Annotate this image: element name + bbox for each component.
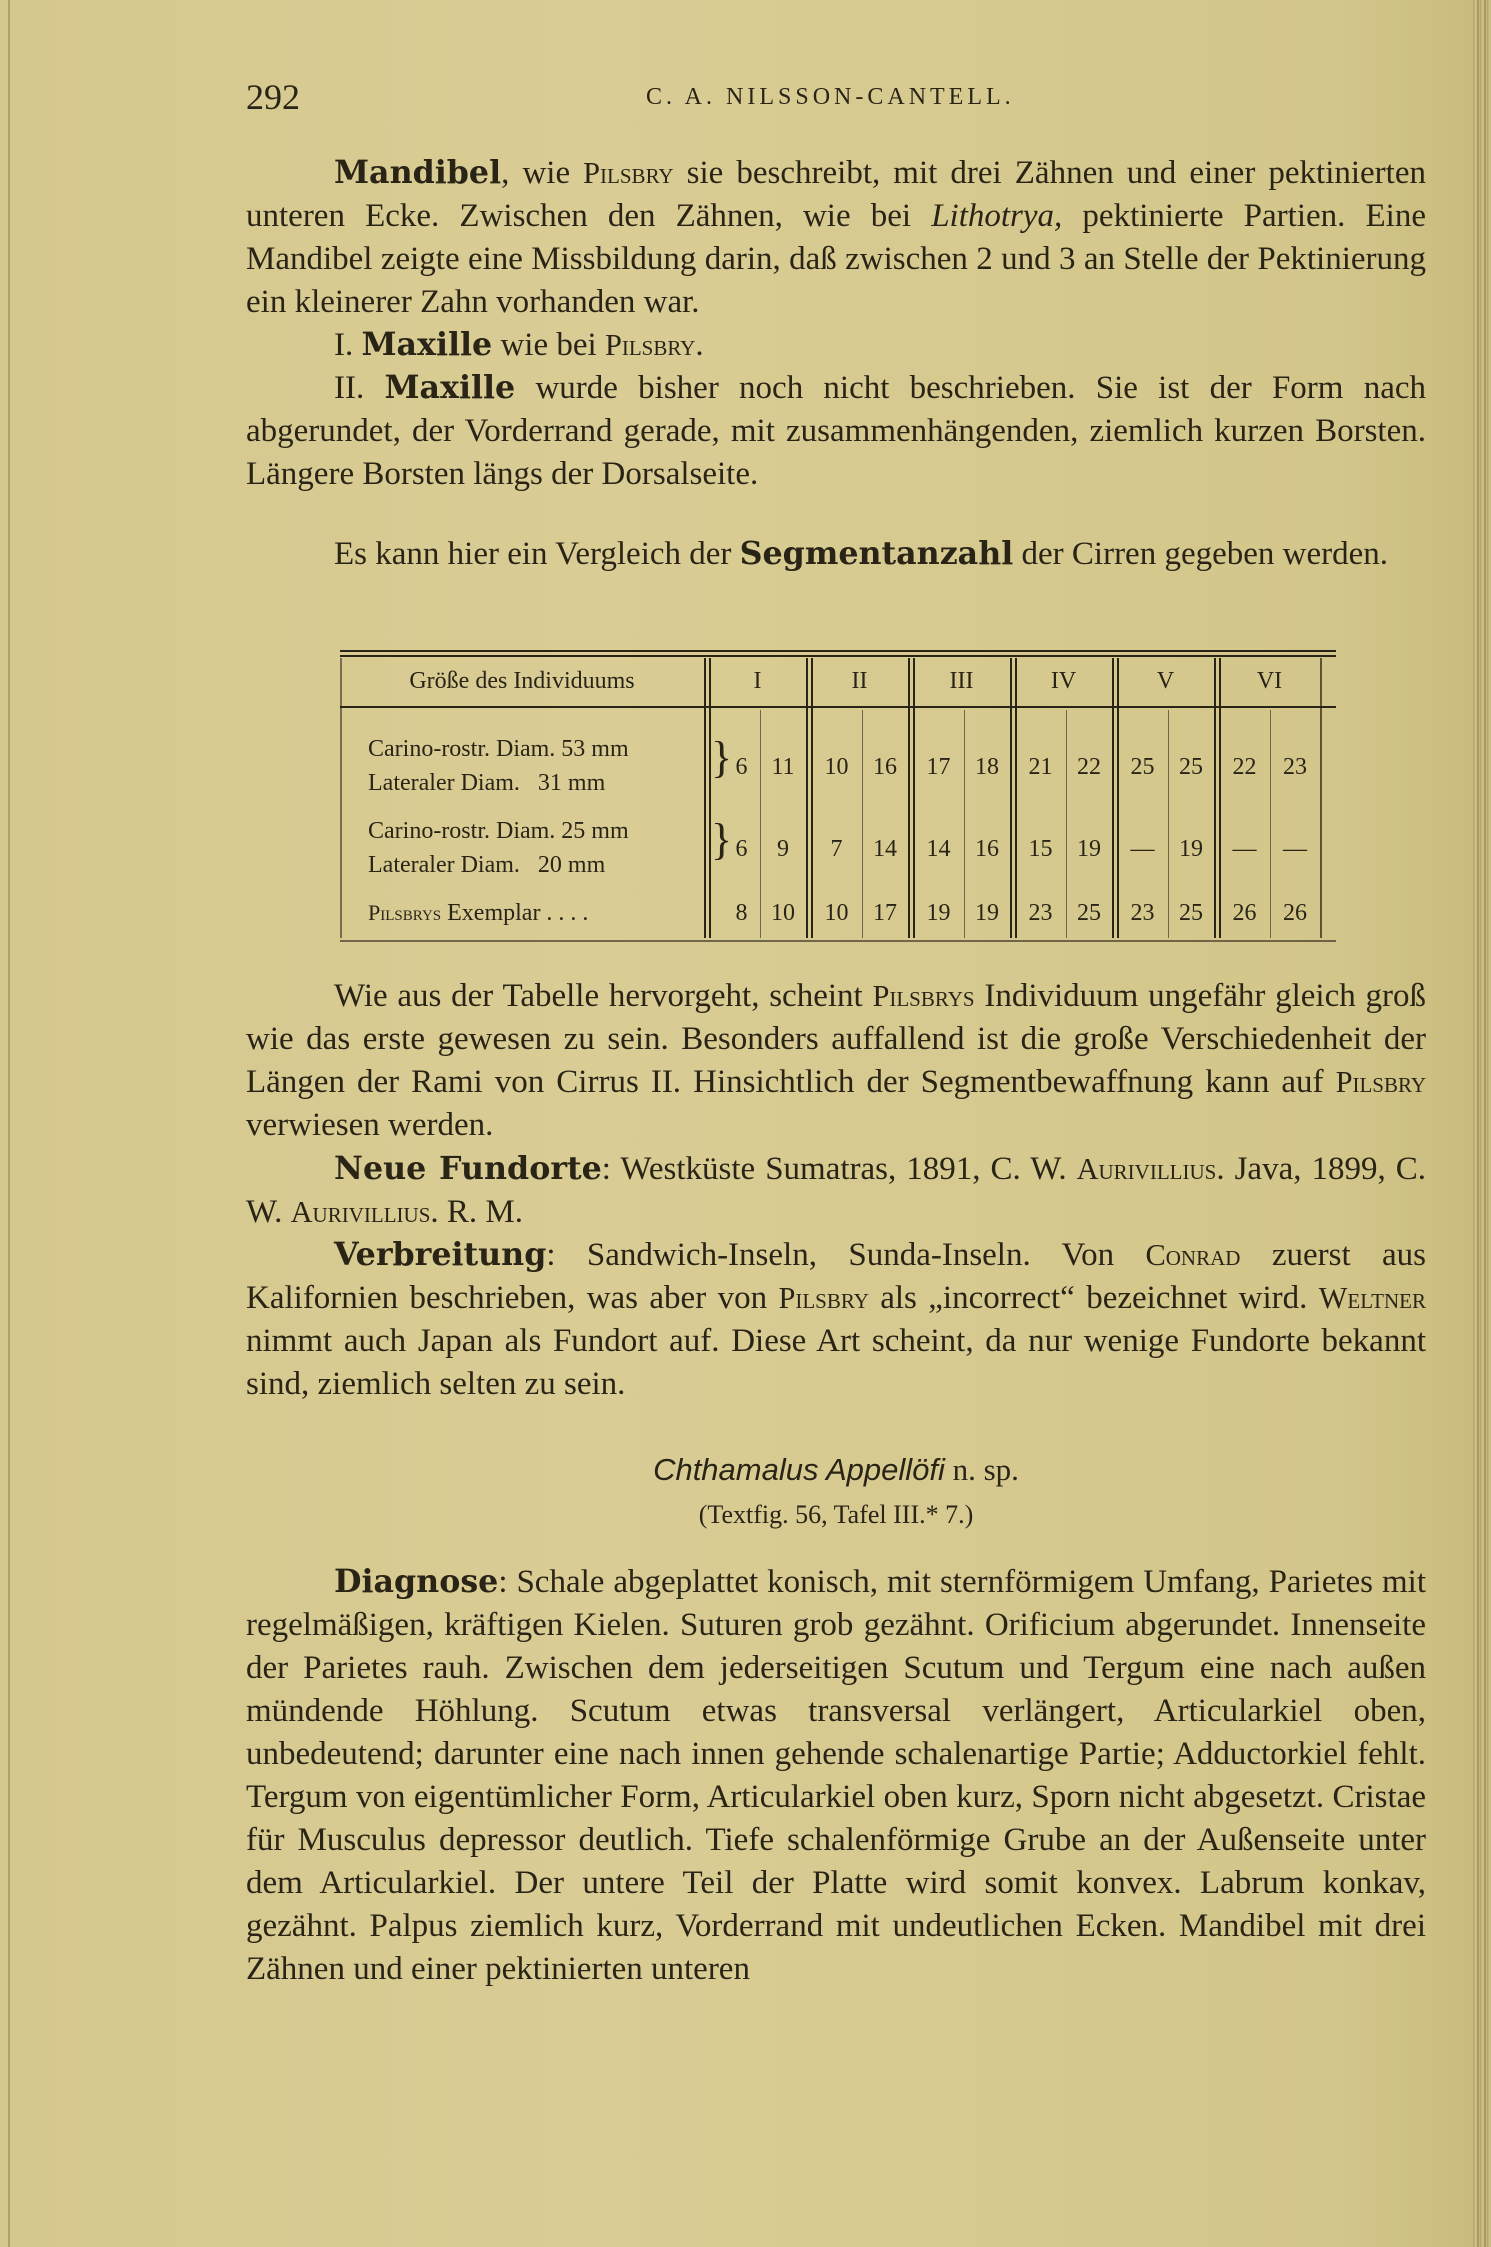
paragraph-maxille-2: II. Maxille wurde bisher noch nicht beschrieben. Sie ist der Form nach abgerundet, der Vorderrand gerade, mit zusammenhängenden, ziemlich kurzen Borsten. Längere Borsten längs der Dorsalseite.	[246, 369, 1427, 492]
table-cell: —	[1232, 836, 1257, 862]
table-cell: 14	[926, 836, 951, 862]
table-cell: 23	[1028, 900, 1053, 926]
table-cell: 19	[926, 900, 951, 926]
table-cell: 8	[735, 900, 748, 926]
author-name: Weltner	[1318, 1281, 1426, 1315]
table-cell: 14	[873, 836, 897, 862]
genus-name: Lithotrya,	[931, 198, 1063, 234]
table-cell: 16	[873, 754, 897, 780]
term-verbreitung: Verbreitung	[334, 1236, 547, 1273]
table-cell: 7	[830, 836, 843, 862]
page-edge-line	[8, 0, 10, 2247]
author-name: Pilsbry	[778, 1281, 869, 1315]
table-cell: 10	[824, 900, 849, 926]
col-header-size: Größe des Individuums	[409, 668, 635, 694]
row3-label: Pilsbrys Exemplar . . . .	[368, 900, 589, 926]
table-cell: 15	[1028, 836, 1053, 862]
author-name: Conrad	[1145, 1238, 1241, 1272]
collector-name: Aurivillius	[1076, 1152, 1217, 1186]
book-spine	[1473, 0, 1491, 2247]
table-cell: 21	[1028, 754, 1053, 780]
row1-label-line1: Carino-rostr. Diam. 53 mm	[368, 736, 629, 762]
table-cell: 23	[1130, 900, 1155, 926]
table-cell: —	[1130, 836, 1155, 862]
table-cell: 22	[1077, 754, 1101, 780]
table-cell: 25	[1179, 754, 1203, 780]
table-cell: 19	[975, 900, 999, 926]
page-number: 292	[246, 77, 300, 117]
term-diagnose: Diagnose	[334, 1563, 499, 1600]
author-name: Pilsbry	[583, 156, 674, 190]
table-cell: 16	[975, 836, 999, 862]
table-cell: 25	[1077, 900, 1101, 926]
table-cell: 10	[771, 900, 795, 926]
row2-label-line1: Carino-rostr. Diam. 25 mm	[368, 818, 629, 844]
col-header-II: II	[851, 668, 868, 694]
table-cell: 6	[735, 836, 748, 862]
table-cell: 25	[1179, 900, 1203, 926]
table-cell: 17	[873, 900, 897, 926]
table-cell: 11	[771, 754, 795, 780]
col-header-I: I	[753, 668, 762, 694]
author-name: Pilsbry	[1335, 1065, 1426, 1099]
paragraph-tabelle: Wie aus der Tabelle hervorgeht, scheint Pilsbrys Individuum ungefähr gleich groß wie das erste gewesen zu sein. Besonders auffallend ist die große Verschiedenheit der Längen der Rami von Cirrus II. Hinsichtlich der Segmentbewaffnung kann auf Pilsbry verwiesen werden.	[246, 978, 1427, 1143]
col-header-V: V	[1156, 668, 1175, 694]
row1-label-line2: Lateraler Diam. 31 mm	[368, 770, 606, 796]
term-neue-fundorte: Neue Fundorte	[334, 1150, 602, 1187]
table-cell: 19	[1077, 836, 1101, 862]
segment-table	[340, 650, 1336, 950]
term-segmentanzahl: Segmentanzahl	[739, 535, 1014, 572]
table-cell: —	[1283, 836, 1307, 862]
species-name: Chthamalus Appellöfi	[653, 1452, 945, 1487]
species-reference: (Textfig. 56, Tafel III.* 7.)	[698, 1500, 974, 1529]
row1-brace: }	[711, 733, 733, 782]
col-header-IV: IV	[1050, 668, 1077, 694]
term-maxille: Maxille	[384, 369, 516, 406]
table-cell: 26	[1232, 900, 1257, 926]
paragraph-verbreitung: Verbreitung: Sandwich-Inseln, Sunda-Inseln. Von Conrad zuerst aus Kalifornien beschrieben, was aber von Pilsbry als „incorrect“ bezeichnet wird. Weltner nimmt auch Japan als Fundort auf. Diese Art scheint, da nur wenige Fundorte bekannt sind, ziemlich selten zu sein.	[246, 1236, 1426, 1402]
page-header	[246, 72, 1426, 132]
table-cell: 18	[975, 754, 999, 780]
table-cell: 22	[1232, 754, 1257, 780]
paragraph-maxille-1: I. Maxille wie bei Pilsbry.	[334, 326, 704, 363]
table-cell: 10	[824, 754, 849, 780]
col-header-VI: VI	[1256, 668, 1283, 694]
table-cell: 6	[735, 754, 748, 780]
paragraph-mandibel: Mandibel, wie Pilsbry sie beschreibt, mit drei Zähnen und einer pektinierten unteren Ecke. Zwischen den Zähnen, wie bei Lithotrya, pektinierte Partien. Eine Mandibel zeigte eine Missbildung darin, daß zwischen 2 und 3 an Stelle der Pektinierung ein kleinerer Zahn vorhanden war.	[246, 154, 1426, 320]
author-name: Pilsbrys	[872, 979, 975, 1013]
row2-label-line2: Lateraler Diam. 20 mm	[368, 852, 606, 878]
table-cell: 17	[926, 754, 951, 780]
term-maxille: Maxille	[361, 326, 493, 363]
paragraph-diagnose: Diagnose: Schale abgeplattet konisch, mit sternförmigem Umfang, Parietes mit regelmäßigen, kräftigen Kielen. Suturen grob gezähnt. Orificium abgerundet. Innenseite der Parietes rauh. Zwischen dem jederseitigen Scutum und Tergum eine nach außen mündende Höhlung. Scutum etwas transversal verlängert, Articularkiel oben, unbedeutend; darunter eine nach innen gehende schalenartige Partie; Adductorkiel fehlt. Tergum von eigentümlicher Form, Articularkiel oben kurz, Sporn nicht abgesetzt. Cristae für Musculus depressor deutlich. Tiefe schalenförmige Grube an der Außenseite unter dem Articularkiel. Der untere Teil der Platte wird somit konvex. Labrum konkav, gezähnt. Palpus ziemlich kurz, Vorderrand mit undeutlichen Ecken. Mandibel mit drei Zähnen und einer pektinierten unteren	[246, 1563, 1426, 1987]
author-name: Pilsbry	[604, 328, 696, 362]
table-cell: 26	[1283, 900, 1307, 926]
table-cell: 25	[1130, 754, 1155, 780]
running-head: C. A. NILSSON-CANTELL.	[646, 84, 1015, 110]
collector-name: Aurivillius	[290, 1195, 431, 1229]
row2-brace: }	[711, 815, 733, 864]
term-mandibel: Mandibel	[334, 154, 502, 191]
paragraph-segmentanzahl: Es kann hier ein Vergleich der Segmentanzahl der Cirren gegeben werden.	[334, 535, 1389, 572]
species-heading: Chthamalus Appellöfi n. sp.	[653, 1452, 1019, 1487]
col-header-III: III	[949, 668, 974, 694]
paragraph-fundorte: Neue Fundorte: Westküste Sumatras, 1891, C. W. Aurivillius. Java, 1899, C. W. Aurivillius. R. M.	[246, 1150, 1426, 1230]
table-cell: 23	[1283, 754, 1307, 780]
table-cell: 19	[1179, 836, 1203, 862]
table-cell: 9	[777, 836, 789, 862]
